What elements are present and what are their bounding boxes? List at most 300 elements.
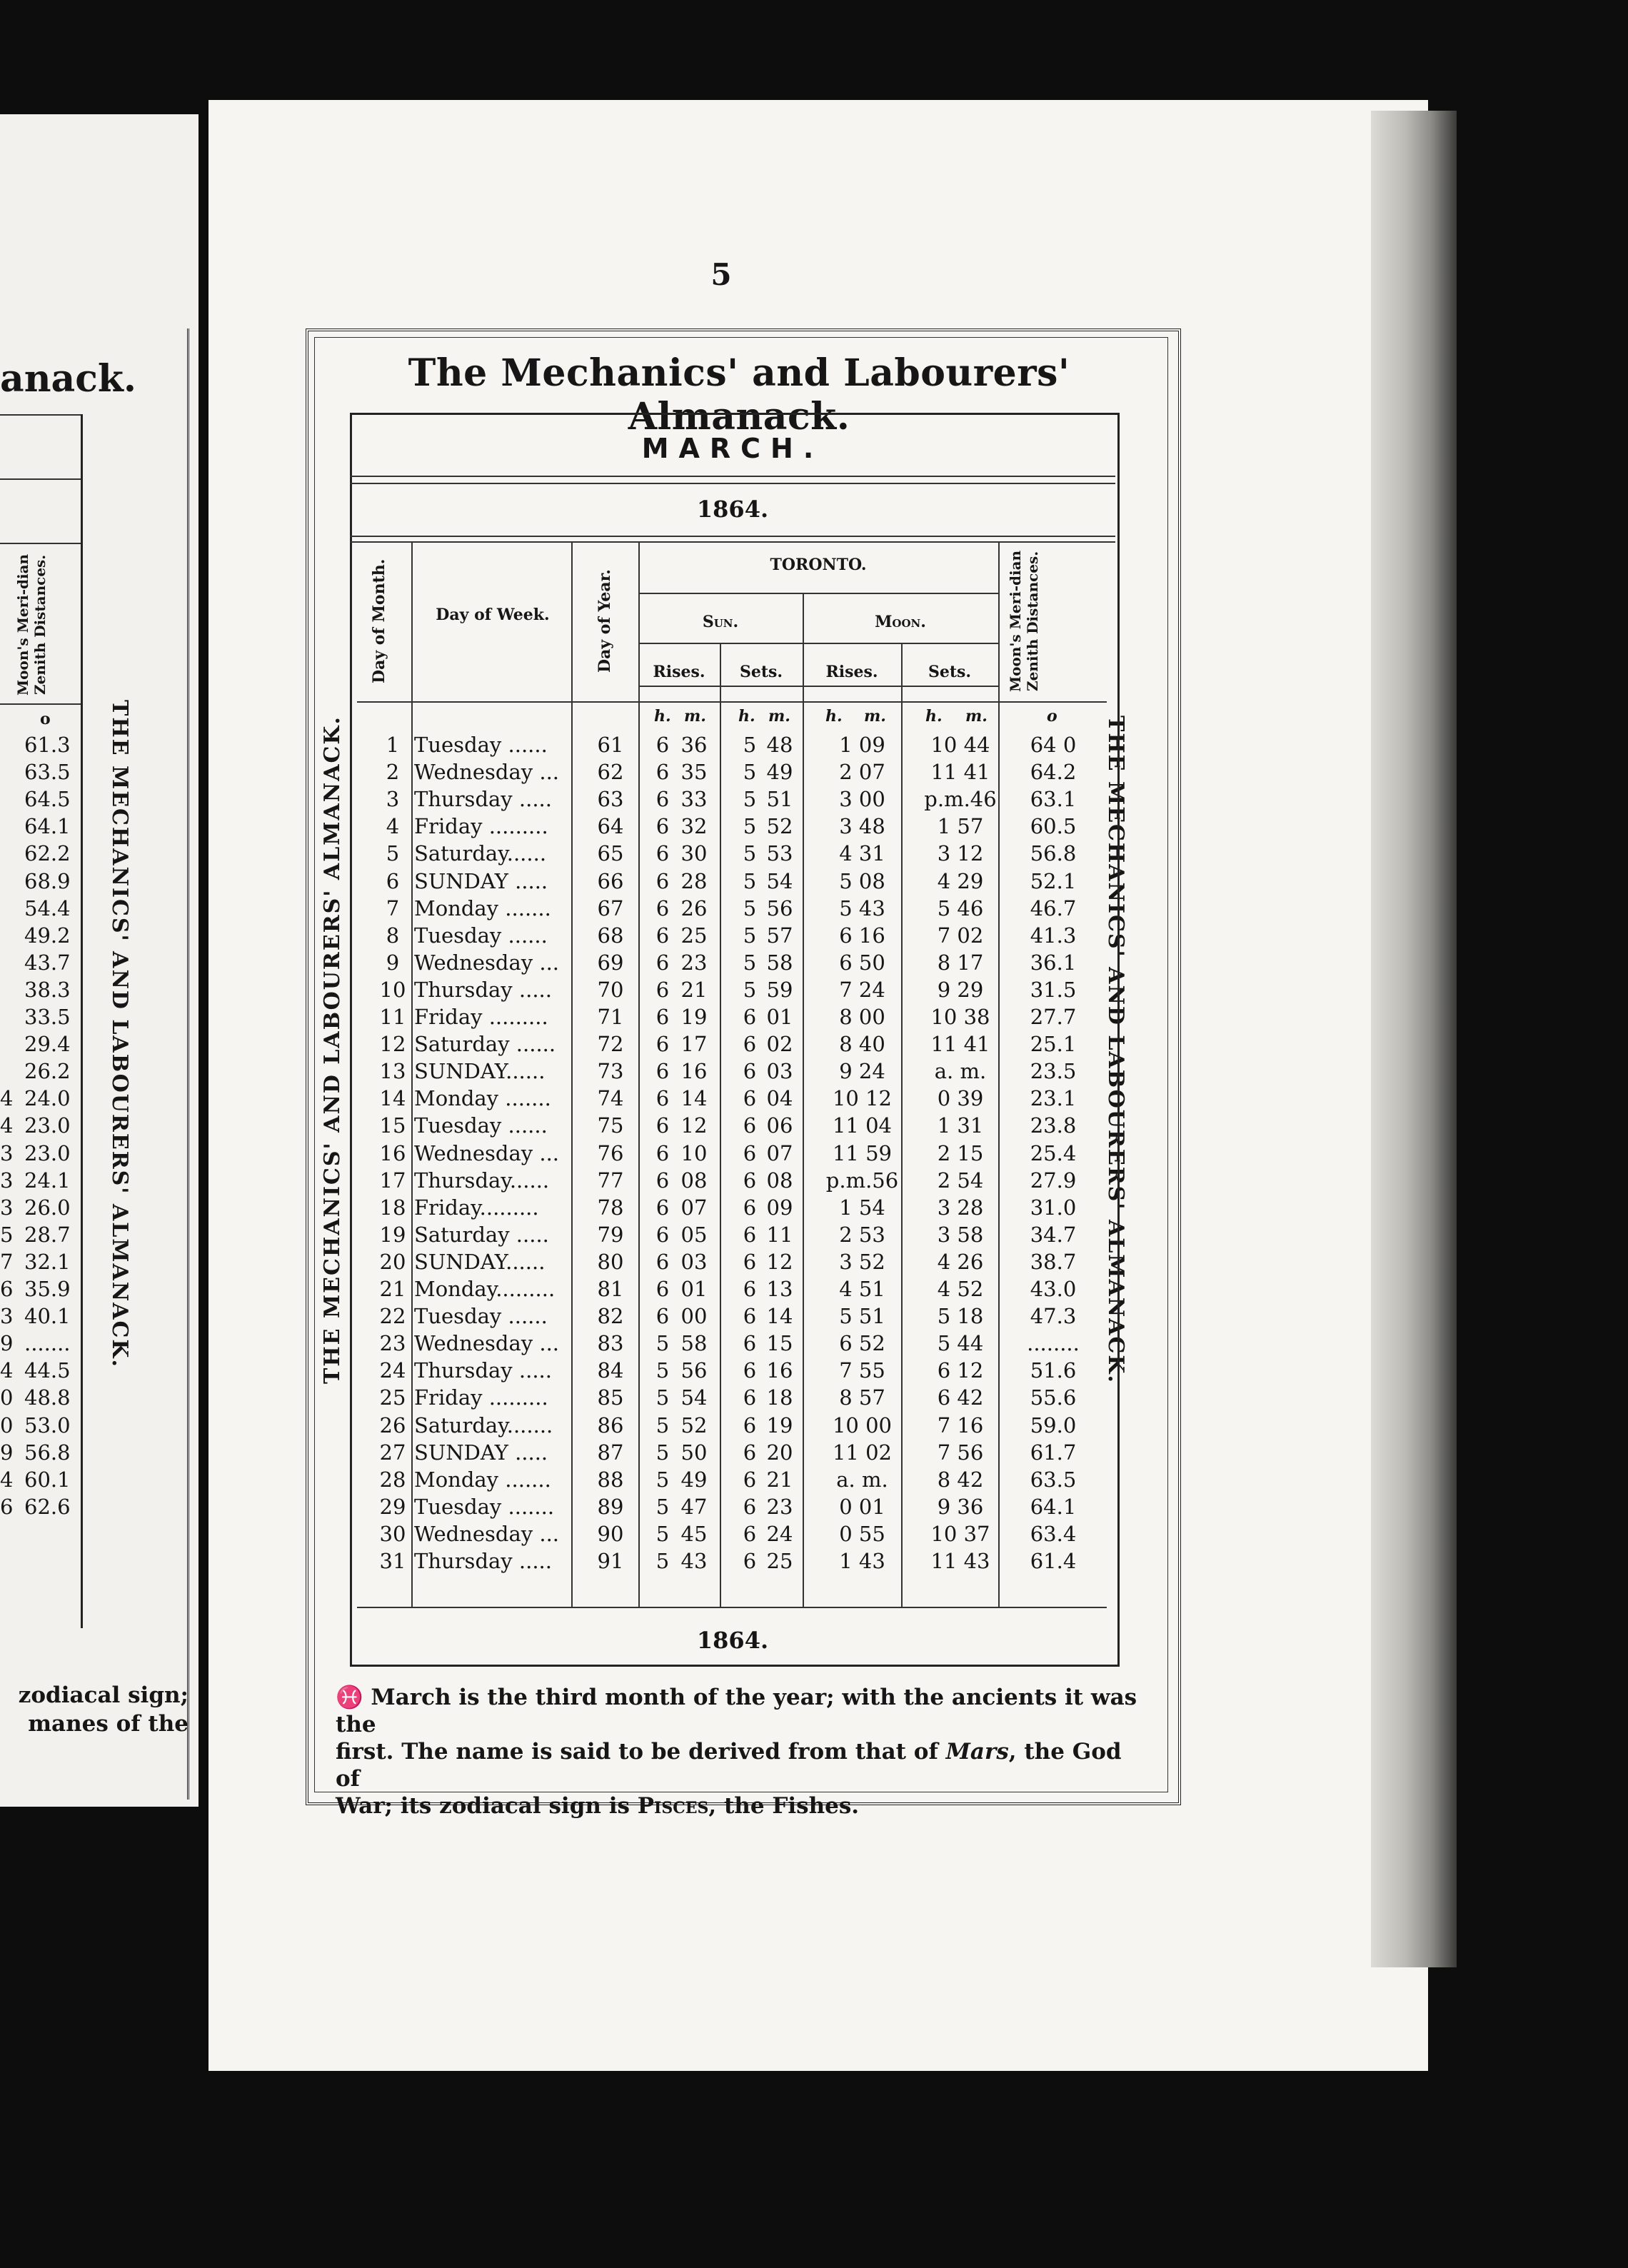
cell-d: 19 xyxy=(379,1222,406,1247)
table-row xyxy=(357,1358,1107,1385)
left-page-value: ....... xyxy=(24,1331,71,1356)
cell-srh: 6 xyxy=(655,895,670,920)
cell-d: 7 xyxy=(386,895,400,920)
cell-srh: 5 xyxy=(655,1385,670,1410)
cell-w: Tuesday ...... xyxy=(414,733,548,757)
left-page-value: 63.5 xyxy=(24,760,71,785)
cell-ms: 5 46 xyxy=(937,895,984,920)
cell-srh: 5 xyxy=(655,1549,670,1573)
cell-mr: 6 50 xyxy=(839,950,885,975)
cell-srh: 6 xyxy=(655,787,670,812)
cell-ssh: 6 xyxy=(743,1059,757,1084)
cell-ssm: 25 xyxy=(766,1549,793,1573)
cell-ssm: 48 xyxy=(766,733,793,757)
cell-srh: 6 xyxy=(655,1304,670,1329)
cell-z: 25.1 xyxy=(1030,1032,1077,1057)
cell-d: 14 xyxy=(379,1086,406,1111)
left-page-row-fragment xyxy=(0,841,10,868)
left-page-row-fragment xyxy=(0,1032,10,1059)
cell-srm: 36 xyxy=(680,733,708,757)
header-moon: Moon. xyxy=(875,613,926,631)
cell-srm: 45 xyxy=(680,1521,708,1546)
cell-ssm: 15 xyxy=(766,1331,793,1356)
unit-minutes: m. xyxy=(864,707,886,726)
unit-minutes: m. xyxy=(768,707,790,726)
left-page-value: 26.2 xyxy=(24,1059,71,1084)
table-row xyxy=(357,1113,1107,1140)
cell-ssh: 6 xyxy=(743,1140,757,1165)
cell-srm: 07 xyxy=(680,1195,708,1220)
left-page-row-fragment xyxy=(0,950,10,978)
cell-y: 71 xyxy=(597,1005,624,1029)
header-day-of-month: Day of Month. xyxy=(370,558,388,684)
cell-ssh: 6 xyxy=(743,1168,757,1193)
cell-d: 23 xyxy=(379,1331,406,1356)
cell-d: 15 xyxy=(379,1113,406,1138)
cell-mr: 6 52 xyxy=(839,1331,885,1356)
left-page-row-fragment xyxy=(0,760,10,787)
cell-y: 73 xyxy=(597,1059,624,1084)
table-row xyxy=(357,733,1107,760)
cell-y: 86 xyxy=(597,1413,624,1437)
cell-y: 82 xyxy=(597,1304,624,1329)
cell-z: 64.1 xyxy=(1030,1494,1077,1519)
cell-ms: 3 12 xyxy=(937,841,984,866)
cell-mr: 1 43 xyxy=(839,1549,885,1573)
cell-z: 27.7 xyxy=(1030,1005,1077,1029)
left-page-value: 62.2 xyxy=(24,841,71,866)
cell-srh: 6 xyxy=(655,760,670,785)
footnote-line: War; its zodiacal sign is xyxy=(336,1793,638,1819)
cell-ssh: 5 xyxy=(743,814,757,839)
cell-z: 63.1 xyxy=(1030,787,1077,812)
cell-z: 63.5 xyxy=(1030,1467,1077,1492)
cell-mr: 3 52 xyxy=(839,1249,885,1274)
cell-w: Monday ....... xyxy=(414,895,551,920)
cell-ssm: 06 xyxy=(766,1113,793,1138)
left-page-value: 48.8 xyxy=(24,1385,71,1410)
cell-w: Thursday ..... xyxy=(414,1358,552,1383)
cell-y: 91 xyxy=(597,1549,624,1573)
cell-mr: 8 57 xyxy=(839,1385,885,1410)
cell-srm: 52 xyxy=(680,1413,708,1437)
cell-ms: 3 58 xyxy=(937,1222,984,1247)
table-row xyxy=(357,1032,1107,1059)
cell-ms: p.m.46 xyxy=(924,787,997,812)
cell-d: 12 xyxy=(379,1032,406,1057)
cell-y: 76 xyxy=(597,1140,624,1165)
cell-d: 25 xyxy=(379,1385,406,1410)
cell-d: 10 xyxy=(379,977,406,1002)
table-row xyxy=(357,1304,1107,1331)
cell-w: Friday ......... xyxy=(414,814,548,839)
table-row xyxy=(357,1141,1107,1168)
left-page-value: 40.1 xyxy=(24,1304,71,1329)
cell-srh: 5 xyxy=(655,1494,670,1519)
unit-hours: h. xyxy=(825,707,843,726)
cell-srh: 6 xyxy=(655,1086,670,1111)
cell-ms: 2 15 xyxy=(937,1140,984,1165)
cell-ssh: 6 xyxy=(743,1304,757,1329)
cell-mr: 7 55 xyxy=(839,1358,885,1383)
left-page-value: 24.0 xyxy=(24,1086,71,1111)
header-zenith-distances: Moon's Meri-dian Zenith Distances. xyxy=(1007,550,1041,693)
cell-z: 23.1 xyxy=(1030,1086,1077,1111)
cell-z: ........ xyxy=(1027,1331,1080,1356)
cell-w: SUNDAY...... xyxy=(414,1249,546,1274)
cell-ms: 9 36 xyxy=(937,1494,984,1519)
unit-hours: h. xyxy=(925,707,943,726)
cell-w: Wednesday ... xyxy=(414,950,559,975)
cell-y: 70 xyxy=(597,977,624,1002)
cell-d: 11 xyxy=(379,1005,406,1029)
left-page-value: 64.1 xyxy=(24,814,71,839)
almanack-title: The Mechanics' and Labourers' Almanack. xyxy=(408,351,1070,438)
cell-d: 21 xyxy=(379,1277,406,1301)
cell-srh: 5 xyxy=(655,1440,670,1465)
cell-ssm: 20 xyxy=(766,1440,793,1465)
table-row xyxy=(357,841,1107,868)
cell-mr: a. m. xyxy=(836,1467,888,1492)
table-rule xyxy=(350,483,1115,484)
unit-minutes: m. xyxy=(684,707,706,726)
cell-srh: 6 xyxy=(655,1005,670,1029)
cell-w: SUNDAY ..... xyxy=(414,1440,548,1465)
cell-ssm: 13 xyxy=(766,1277,793,1301)
footnote-line: , the God of xyxy=(336,1739,1122,1792)
cell-ms: 7 56 xyxy=(937,1440,984,1465)
cell-ms: 2 54 xyxy=(937,1168,984,1193)
cell-y: 69 xyxy=(597,950,624,975)
cell-ssm: 58 xyxy=(766,950,793,975)
side-label-left: THE MECHANICS' AND LABOURERS' ALMANACK. xyxy=(320,716,345,1384)
left-page-zenith-header: Moon's Meri-dian Zenith Distances. xyxy=(14,553,49,696)
left-page-row-fragment: 4 xyxy=(0,1467,14,1492)
left-page-value: 23.0 xyxy=(24,1140,71,1165)
left-page-row-fragment: 5 xyxy=(0,1222,14,1247)
left-page-value: 43.7 xyxy=(24,950,71,975)
cell-mr: 8 00 xyxy=(839,1005,885,1029)
cell-srm: 08 xyxy=(680,1168,708,1193)
cell-srm: 33 xyxy=(680,787,708,812)
cell-w: SUNDAY ..... xyxy=(414,868,548,893)
side-label-right: THE MECHANICS' AND LABOURERS' ALMANACK. xyxy=(1103,716,1128,1384)
unit-hours: h. xyxy=(654,707,671,726)
cell-srm: 56 xyxy=(680,1358,708,1383)
left-page-rule xyxy=(0,478,81,480)
cell-srm: 49 xyxy=(680,1467,708,1492)
cell-z: 23.5 xyxy=(1030,1059,1077,1084)
cell-mr: 11 04 xyxy=(832,1113,893,1138)
cell-mr: 5 51 xyxy=(839,1304,885,1329)
cell-ssh: 6 xyxy=(743,1413,757,1437)
cell-srh: 6 xyxy=(655,1140,670,1165)
cell-ssh: 5 xyxy=(743,841,757,866)
cell-srm: 12 xyxy=(680,1113,708,1138)
page-edge xyxy=(1371,111,1457,1967)
footnote xyxy=(336,1684,1142,1820)
cell-z: 55.6 xyxy=(1030,1385,1077,1410)
cell-w: Monday ....... xyxy=(414,1086,551,1111)
cell-w: Wednesday ... xyxy=(414,760,559,785)
cell-y: 68 xyxy=(597,923,624,948)
cell-y: 80 xyxy=(597,1249,624,1274)
cell-d: 3 xyxy=(386,787,400,812)
header-location: TORONTO. xyxy=(770,556,867,574)
cell-d: 17 xyxy=(379,1168,406,1193)
cell-srm: 50 xyxy=(680,1440,708,1465)
cell-ssh: 6 xyxy=(743,1494,757,1519)
table-row xyxy=(357,1059,1107,1086)
footnote-line: , the Fishes. xyxy=(708,1793,860,1819)
left-page-row-fragment: 9 xyxy=(0,1440,14,1465)
cell-z: 46.7 xyxy=(1030,895,1077,920)
cell-d: 5 xyxy=(386,841,400,866)
table-row xyxy=(357,1440,1107,1467)
cell-mr: 3 48 xyxy=(839,814,885,839)
cell-y: 67 xyxy=(597,895,624,920)
header-rule xyxy=(638,593,998,594)
year-footer: 1864. xyxy=(696,1627,769,1654)
cell-ssm: 14 xyxy=(766,1304,793,1329)
cell-y: 64 xyxy=(597,814,624,839)
cell-mr: 2 53 xyxy=(839,1222,885,1247)
cell-d: 29 xyxy=(379,1494,406,1519)
cell-y: 81 xyxy=(597,1277,624,1301)
table-row xyxy=(357,814,1107,841)
cell-mr: 6 16 xyxy=(839,923,885,948)
cell-w: Tuesday ...... xyxy=(414,923,548,948)
cell-srm: 14 xyxy=(680,1086,708,1111)
cell-srh: 6 xyxy=(655,1032,670,1057)
cell-mr: 5 08 xyxy=(839,868,885,893)
header-rule xyxy=(357,701,1107,703)
cell-w: Monday ....... xyxy=(414,1467,551,1492)
left-page-row-fragment xyxy=(0,869,10,896)
table-row xyxy=(357,1413,1107,1440)
cell-srh: 6 xyxy=(655,1168,670,1193)
cell-ssm: 56 xyxy=(766,895,793,920)
left-page-note-line: manes of the xyxy=(28,1711,189,1737)
cell-y: 90 xyxy=(597,1521,624,1546)
table-row xyxy=(357,1385,1107,1413)
cell-d: 4 xyxy=(386,814,400,839)
cell-ssm: 04 xyxy=(766,1086,793,1111)
left-page-row-fragment: 3 xyxy=(0,1195,14,1220)
cell-srh: 6 xyxy=(655,1249,670,1274)
unit-hours: h. xyxy=(738,707,755,726)
footnote-mars: Mars xyxy=(945,1739,1009,1765)
left-page-row-fragment xyxy=(0,814,10,841)
cell-srh: 5 xyxy=(655,1358,670,1383)
cell-d: 28 xyxy=(379,1467,406,1492)
cell-y: 85 xyxy=(597,1385,624,1410)
cell-ms: 4 52 xyxy=(937,1277,984,1301)
cell-mr: 3 00 xyxy=(839,787,885,812)
cell-ssh: 6 xyxy=(743,1385,757,1410)
cell-d: 27 xyxy=(379,1440,406,1465)
header-sun-sets: Sets. xyxy=(739,663,783,681)
cell-ms: 10 38 xyxy=(930,1005,990,1029)
cell-srm: 47 xyxy=(680,1494,708,1519)
left-page-row-fragment xyxy=(0,896,10,923)
cell-ssm: 21 xyxy=(766,1467,793,1492)
cell-srh: 6 xyxy=(655,1113,670,1138)
cell-ssm: 16 xyxy=(766,1358,793,1383)
cell-ms: 1 31 xyxy=(937,1113,984,1138)
cell-mr: 7 24 xyxy=(839,977,885,1002)
cell-srm: 26 xyxy=(680,895,708,920)
cell-d: 2 xyxy=(386,760,400,785)
table-row xyxy=(357,1331,1107,1358)
cell-ssh: 6 xyxy=(743,1331,757,1356)
cell-ms: 6 42 xyxy=(937,1385,984,1410)
cell-ssh: 6 xyxy=(743,1222,757,1247)
left-page-value: 33.5 xyxy=(24,1005,71,1029)
cell-srm: 17 xyxy=(680,1032,708,1057)
cell-d: 9 xyxy=(386,950,400,975)
cell-y: 77 xyxy=(597,1168,624,1193)
table-row xyxy=(357,1195,1107,1223)
left-page-row-fragment: 4 xyxy=(0,1358,14,1383)
cell-ssh: 6 xyxy=(743,1277,757,1301)
cell-srm: 58 xyxy=(680,1331,708,1356)
cell-mr: 2 07 xyxy=(839,760,885,785)
cell-ssm: 12 xyxy=(766,1249,793,1274)
left-page-row-fragment: 0 xyxy=(0,1385,14,1410)
cell-w: Thursday ..... xyxy=(414,977,552,1002)
cell-d: 13 xyxy=(379,1059,406,1084)
cell-y: 72 xyxy=(597,1032,624,1057)
cell-z: 60.5 xyxy=(1030,814,1077,839)
cell-srh: 5 xyxy=(655,1521,670,1546)
cell-z: 38.7 xyxy=(1030,1249,1077,1274)
footnote-pisces: Pisces xyxy=(637,1793,709,1819)
cell-y: 83 xyxy=(597,1331,624,1356)
cell-w: Tuesday ...... xyxy=(414,1304,548,1329)
left-page-value: 35.9 xyxy=(24,1277,71,1301)
table-row xyxy=(357,1005,1107,1032)
cell-w: Thursday...... xyxy=(414,1168,550,1193)
cell-d: 20 xyxy=(379,1249,406,1274)
cell-mr: 11 02 xyxy=(832,1440,893,1465)
cell-ms: 8 17 xyxy=(937,950,984,975)
cell-ssm: 57 xyxy=(766,923,793,948)
header-moon-rises: Rises. xyxy=(825,663,878,681)
cell-y: 74 xyxy=(597,1086,624,1111)
cell-y: 78 xyxy=(597,1195,624,1220)
cell-ms: 1 57 xyxy=(937,814,984,839)
table-row xyxy=(357,978,1107,1005)
left-page-value: 56.8 xyxy=(24,1440,71,1465)
left-page-rule xyxy=(0,414,81,416)
cell-y: 61 xyxy=(597,733,624,757)
cell-z: 23.8 xyxy=(1030,1113,1077,1138)
cell-w: Friday......... xyxy=(414,1195,539,1220)
cell-y: 84 xyxy=(597,1358,624,1383)
left-page-note-line: zodiacal sign; xyxy=(18,1682,189,1708)
cell-ssm: 09 xyxy=(766,1195,793,1220)
cell-ssh: 6 xyxy=(743,1467,757,1492)
cell-d: 6 xyxy=(386,868,400,893)
cell-y: 63 xyxy=(597,787,624,812)
table-rule xyxy=(350,476,1115,477)
cell-ssh: 5 xyxy=(743,733,757,757)
cell-y: 89 xyxy=(597,1494,624,1519)
cell-d: 26 xyxy=(379,1413,406,1437)
header-sun: Sun. xyxy=(702,613,739,631)
cell-ssh: 6 xyxy=(743,1195,757,1220)
cell-ssm: 18 xyxy=(766,1385,793,1410)
cell-srh: 5 xyxy=(655,1413,670,1437)
left-page-value: 49.2 xyxy=(24,923,71,948)
cell-ms: 5 44 xyxy=(937,1331,984,1356)
cell-ssm: 53 xyxy=(766,841,793,866)
cell-ssh: 6 xyxy=(743,1249,757,1274)
cell-ms: 4 29 xyxy=(937,868,984,893)
cell-w: Friday ......... xyxy=(414,1385,548,1410)
table-row xyxy=(357,1277,1107,1304)
header-day-of-week: Day of Week. xyxy=(436,606,550,624)
table-row xyxy=(357,869,1107,896)
cell-w: Saturday...... xyxy=(414,841,547,866)
cell-w: Thursday ..... xyxy=(414,1549,552,1573)
header-day-of-year: Day of Year. xyxy=(596,569,614,673)
left-page-row-fragment: 4 xyxy=(0,1113,14,1138)
cell-ms: 8 42 xyxy=(937,1467,984,1492)
cell-z: 31.0 xyxy=(1030,1195,1077,1220)
pisces-symbol: ♓ xyxy=(336,1685,363,1710)
cell-w: Saturday ..... xyxy=(414,1222,549,1247)
cell-srh: 5 xyxy=(655,1331,670,1356)
cell-ms: 6 12 xyxy=(937,1358,984,1383)
cell-srh: 6 xyxy=(655,1277,670,1301)
left-page-row-fragment: 6 xyxy=(0,1494,14,1519)
table-row xyxy=(357,1522,1107,1549)
table-row xyxy=(357,950,1107,978)
cell-mr: 1 09 xyxy=(839,733,885,757)
table-rule xyxy=(357,1607,1107,1608)
cell-ssm: 54 xyxy=(766,868,793,893)
cell-z: 61.7 xyxy=(1030,1440,1077,1465)
cell-ssh: 5 xyxy=(743,977,757,1002)
cell-srm: 19 xyxy=(680,1005,708,1029)
cell-srm: 23 xyxy=(680,950,708,975)
cell-ms: 0 39 xyxy=(937,1086,984,1111)
table-rule xyxy=(350,541,1115,543)
cell-ms: 3 28 xyxy=(937,1195,984,1220)
cell-srm: 54 xyxy=(680,1385,708,1410)
table-row xyxy=(357,1467,1107,1495)
cell-ssh: 5 xyxy=(743,868,757,893)
left-page-value: 29.4 xyxy=(24,1032,71,1057)
cell-ssh: 6 xyxy=(743,1358,757,1383)
cell-z: 64.2 xyxy=(1030,760,1077,785)
cell-ssm: 07 xyxy=(766,1140,793,1165)
cell-d: 1 xyxy=(386,733,400,757)
cell-mr: p.m.56 xyxy=(825,1168,899,1193)
footnote-line: first. The name is said to be derived from that of xyxy=(336,1739,946,1765)
cell-mr: 4 31 xyxy=(839,841,885,866)
left-page-value: 28.7 xyxy=(24,1222,71,1247)
cell-srm: 43 xyxy=(680,1549,708,1573)
left-page-row-fragment: 9 xyxy=(0,1331,14,1356)
cell-srh: 5 xyxy=(655,1467,670,1492)
cell-w: Friday ......... xyxy=(414,1005,548,1029)
cell-ssm: 01 xyxy=(766,1005,793,1029)
left-page-row-fragment xyxy=(0,923,10,950)
left-page-row-fragment: 7 xyxy=(0,1249,14,1274)
